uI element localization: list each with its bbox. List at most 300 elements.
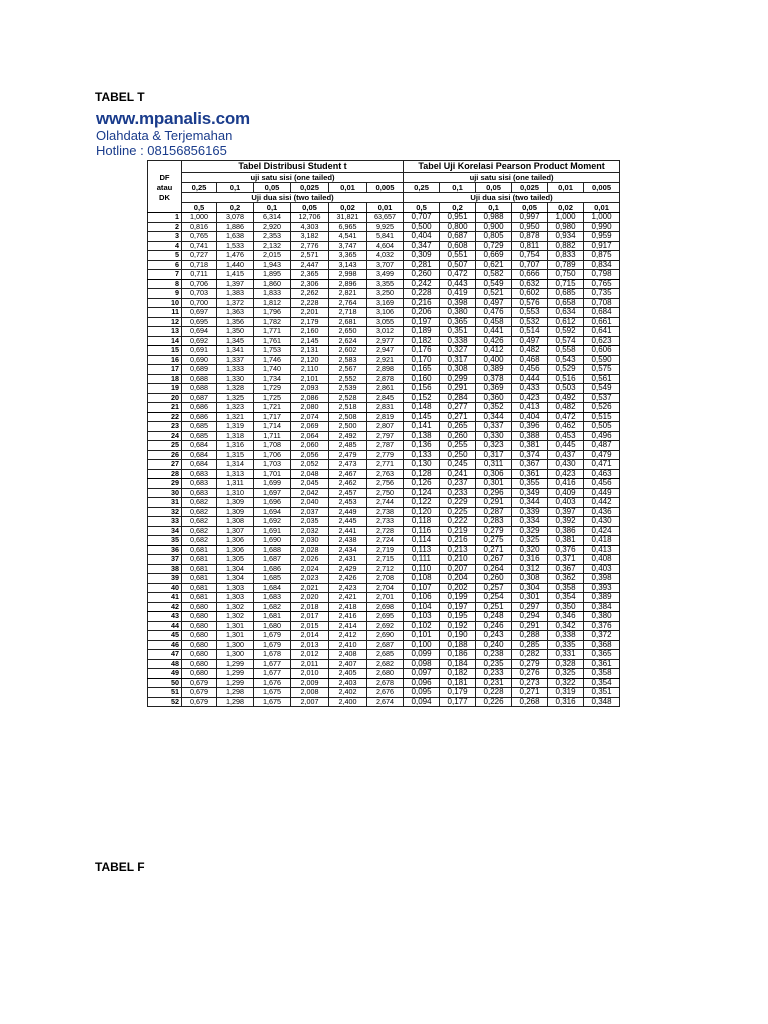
- r-value-cell: 0,116: [404, 526, 440, 536]
- df-cell: 5: [148, 251, 182, 261]
- t-value-cell: 2,365: [291, 270, 329, 280]
- r-value-cell: 0,277: [440, 403, 476, 413]
- r-value-cell: 0,443: [440, 279, 476, 289]
- t-value-cell: 0,683: [182, 488, 217, 498]
- t-value-cell: 1,372: [217, 298, 254, 308]
- r-value-cell: 0,339: [512, 507, 548, 517]
- t-value-cell: 2,701: [367, 593, 404, 603]
- r-value-cell: 0,301: [476, 479, 512, 489]
- table-row: [148, 479, 620, 489]
- t-value-cell: 2,262: [291, 289, 329, 299]
- r-value-cell: 0,245: [440, 460, 476, 470]
- df-cell: 29: [148, 479, 182, 489]
- df-cell: 27: [148, 460, 182, 470]
- t-value-cell: 1,860: [254, 279, 291, 289]
- t-value-cell: 2,145: [291, 336, 329, 346]
- t-value-cell: 0,688: [182, 384, 217, 394]
- t-value-cell: 2,052: [291, 460, 329, 470]
- r-value-cell: 0,959: [584, 232, 620, 242]
- df-cell: 21: [148, 403, 182, 413]
- r-value-cell: 0,479: [584, 450, 620, 460]
- t-value-cell: 2,421: [329, 593, 367, 603]
- t-value-cell: 2,074: [291, 412, 329, 422]
- r-value-cell: 0,291: [476, 498, 512, 508]
- table-row: [148, 659, 620, 669]
- table-row: [148, 536, 620, 546]
- r-value-cell: 0,216: [404, 298, 440, 308]
- t-value-cell: 1,701: [254, 469, 291, 479]
- r-value-cell: 0,576: [512, 298, 548, 308]
- t-value-cell: 2,201: [291, 308, 329, 318]
- r-value-cell: 0,145: [404, 412, 440, 422]
- r-value-cell: 0,309: [404, 251, 440, 261]
- t-value-cell: 3,078: [217, 213, 254, 223]
- t-value-cell: 2,878: [367, 374, 404, 384]
- t-value-cell: 2,447: [291, 260, 329, 270]
- t-value-cell: 3,365: [329, 251, 367, 261]
- r-value-cell: 0,330: [476, 431, 512, 441]
- df-cell: 36: [148, 545, 182, 555]
- r-value-cell: 0,507: [440, 260, 476, 270]
- t-value-cell: 2,042: [291, 488, 329, 498]
- t-value-cell: 2,453: [329, 498, 367, 508]
- one-tailed-level: 0,005: [584, 183, 620, 193]
- table-row: [148, 469, 620, 479]
- t-value-cell: 2,508: [329, 412, 367, 422]
- t-value-cell: 2,445: [329, 517, 367, 527]
- r-value-cell: 0,378: [476, 374, 512, 384]
- t-value-cell: 0,683: [182, 469, 217, 479]
- r-value-cell: 0,337: [476, 422, 512, 432]
- t-value-cell: 1,677: [254, 659, 291, 669]
- t-value-cell: 2,776: [291, 241, 329, 251]
- t-value-cell: 2,719: [367, 545, 404, 555]
- r-value-cell: 0,476: [476, 308, 512, 318]
- t-value-cell: 0,682: [182, 517, 217, 527]
- table-row: [148, 688, 620, 698]
- t-value-cell: 2,060: [291, 441, 329, 451]
- r-value-cell: 0,409: [548, 488, 584, 498]
- t-value-cell: 2,708: [367, 574, 404, 584]
- t-value-cell: 1,325: [217, 393, 254, 403]
- r-value-cell: 0,156: [404, 384, 440, 394]
- r-value-cell: 0,735: [584, 289, 620, 299]
- r-value-cell: 0,279: [512, 659, 548, 669]
- r-value-cell: 0,285: [512, 640, 548, 650]
- r-value-cell: 0,389: [584, 593, 620, 603]
- r-value-cell: 0,376: [584, 621, 620, 631]
- r-value-cell: 0,685: [548, 289, 584, 299]
- r-value-cell: 0,329: [512, 526, 548, 536]
- t-value-cell: 1,311: [217, 479, 254, 489]
- table-row: [148, 222, 620, 232]
- df-cell: 40: [148, 583, 182, 593]
- r-value-cell: 0,291: [440, 384, 476, 394]
- r-value-cell: 0,282: [512, 650, 548, 660]
- t-value-cell: 2,698: [367, 602, 404, 612]
- t-value-cell: 1,690: [254, 536, 291, 546]
- t-value-cell: 1,714: [254, 422, 291, 432]
- t-value-cell: 3,707: [367, 260, 404, 270]
- r-value-cell: 0,472: [548, 412, 584, 422]
- r-value-cell: 0,246: [476, 621, 512, 631]
- r-value-cell: 0,413: [512, 403, 548, 413]
- t-value-cell: 0,703: [182, 289, 217, 299]
- t-value-cell: 1,315: [217, 450, 254, 460]
- r-value-cell: 0,574: [548, 336, 584, 346]
- r-value-cell: 0,592: [548, 327, 584, 337]
- r-value-cell: 0,106: [404, 593, 440, 603]
- df-cell: 8: [148, 279, 182, 289]
- one-tailed-level: 0,1: [217, 183, 254, 193]
- r-value-cell: 0,380: [584, 612, 620, 622]
- t-value-cell: 2,724: [367, 536, 404, 546]
- r-value-cell: 0,170: [404, 355, 440, 365]
- t-value-cell: 1,833: [254, 289, 291, 299]
- t-value-cell: 0,690: [182, 355, 217, 365]
- r-value-cell: 0,441: [476, 327, 512, 337]
- r-value-cell: 0,323: [476, 441, 512, 451]
- r-value-cell: 0,707: [512, 260, 548, 270]
- r-value-cell: 0,317: [476, 450, 512, 460]
- t-value-cell: 0,680: [182, 640, 217, 650]
- t-value-cell: 0,689: [182, 365, 217, 375]
- table-row: [148, 213, 620, 223]
- table-row: [148, 279, 620, 289]
- table-row: [148, 365, 620, 375]
- t-value-cell: 1,679: [254, 631, 291, 641]
- r-value-cell: 0,641: [584, 327, 620, 337]
- t-value-cell: 2,467: [329, 469, 367, 479]
- t-value-cell: 1,300: [217, 640, 254, 650]
- table-row: [148, 346, 620, 356]
- t-value-cell: 1,415: [217, 270, 254, 280]
- df-label-atau: atau: [148, 183, 182, 193]
- t-value-cell: 1,691: [254, 526, 291, 536]
- r-value-cell: 0,496: [584, 431, 620, 441]
- table-row: [148, 507, 620, 517]
- df-cell: 48: [148, 659, 182, 669]
- r-value-cell: 0,233: [476, 669, 512, 679]
- t-value-cell: 1,383: [217, 289, 254, 299]
- r-value-cell: 0,360: [476, 393, 512, 403]
- t-value-cell: 1,299: [217, 669, 254, 679]
- t-value-cell: 1,740: [254, 365, 291, 375]
- two-tailed-level: 0,2: [440, 203, 476, 213]
- r-value-cell: 0,371: [548, 555, 584, 565]
- df-label-dk: DK: [148, 193, 182, 203]
- r-value-cell: 0,543: [548, 355, 584, 365]
- t-value-cell: 1,684: [254, 583, 291, 593]
- t-value-cell: 1,316: [217, 441, 254, 451]
- r-value-cell: 0,361: [584, 659, 620, 669]
- r-value-cell: 0,122: [404, 498, 440, 508]
- t-value-cell: 2,771: [367, 460, 404, 470]
- t-value-cell: 5,841: [367, 232, 404, 242]
- brand-logo: [96, 109, 296, 158]
- t-value-cell: 1,782: [254, 317, 291, 327]
- table-row: [148, 270, 620, 280]
- r-value-cell: 0,271: [440, 412, 476, 422]
- r-value-cell: 0,241: [440, 469, 476, 479]
- right-table-title: Tabel Uji Korelasi Pearson Product Moment: [404, 161, 620, 173]
- table-row: [148, 583, 620, 593]
- t-value-cell: 2,674: [367, 697, 404, 707]
- table-row: [148, 412, 620, 422]
- df-cell: 23: [148, 422, 182, 432]
- table-row: [148, 574, 620, 584]
- df-cell: 13: [148, 327, 182, 337]
- t-value-cell: 1,303: [217, 583, 254, 593]
- t-value-cell: 0,679: [182, 688, 217, 698]
- t-value-cell: 2,048: [291, 469, 329, 479]
- r-value-cell: 0,449: [584, 488, 620, 498]
- r-value-cell: 0,136: [404, 441, 440, 451]
- r-value-cell: 0,120: [404, 507, 440, 517]
- one-tailed-level: 0,025: [291, 183, 329, 193]
- t-value-cell: 2,712: [367, 564, 404, 574]
- r-value-cell: 0,338: [548, 631, 584, 641]
- t-value-cell: 2,977: [367, 336, 404, 346]
- t-value-cell: 2,807: [367, 422, 404, 432]
- r-value-cell: 0,551: [440, 251, 476, 261]
- r-value-cell: 0,141: [404, 422, 440, 432]
- r-value-cell: 0,182: [440, 669, 476, 679]
- df-cell: 39: [148, 574, 182, 584]
- r-value-cell: 0,296: [476, 488, 512, 498]
- r-value-cell: 0,325: [512, 536, 548, 546]
- r-value-cell: 0,492: [548, 393, 584, 403]
- t-value-cell: 2,571: [291, 251, 329, 261]
- r-value-cell: 0,213: [440, 545, 476, 555]
- r-value-cell: 0,514: [512, 327, 548, 337]
- t-value-cell: 1,306: [217, 536, 254, 546]
- t-value-cell: 1,682: [254, 602, 291, 612]
- r-value-cell: 0,351: [440, 327, 476, 337]
- r-value-cell: 0,316: [512, 555, 548, 565]
- df-cell: 34: [148, 526, 182, 536]
- heading-tabel-t: TABEL T: [95, 90, 145, 104]
- t-value-cell: 3,747: [329, 241, 367, 251]
- t-value-cell: 2,485: [329, 441, 367, 451]
- r-value-cell: 0,445: [548, 441, 584, 451]
- t-value-cell: 2,012: [291, 650, 329, 660]
- df-cell: 50: [148, 678, 182, 688]
- r-value-cell: 0,503: [548, 384, 584, 394]
- r-value-cell: 0,319: [548, 688, 584, 698]
- t-value-cell: 2,405: [329, 669, 367, 679]
- r-value-cell: 0,875: [584, 251, 620, 261]
- t-value-cell: 0,685: [182, 431, 217, 441]
- df-cell: 2: [148, 222, 182, 232]
- t-value-cell: 2,896: [329, 279, 367, 289]
- t-value-cell: 0,679: [182, 678, 217, 688]
- t-value-cell: 1,676: [254, 678, 291, 688]
- r-value-cell: 0,532: [512, 317, 548, 327]
- df-cell: 25: [148, 441, 182, 451]
- heading-tabel-f: TABEL F: [95, 860, 145, 874]
- r-value-cell: 0,558: [548, 346, 584, 356]
- r-value-cell: 0,468: [512, 355, 548, 365]
- t-value-cell: 63,657: [367, 213, 404, 223]
- t-value-cell: 0,682: [182, 507, 217, 517]
- brand-hotline: Hotline : 08156856165: [96, 143, 227, 158]
- t-value-cell: 0,681: [182, 564, 217, 574]
- t-value-cell: 1,307: [217, 526, 254, 536]
- table-row: [148, 602, 620, 612]
- r-value-cell: 0,206: [404, 308, 440, 318]
- r-value-cell: 0,590: [584, 355, 620, 365]
- two-tailed-level: 0,2: [217, 203, 254, 213]
- r-value-cell: 0,255: [440, 441, 476, 451]
- t-value-cell: 2,479: [329, 450, 367, 460]
- r-value-cell: 0,148: [404, 403, 440, 413]
- r-value-cell: 0,248: [476, 612, 512, 622]
- t-value-cell: 2,718: [329, 308, 367, 318]
- t-value-cell: 0,680: [182, 650, 217, 660]
- r-value-cell: 0,715: [548, 279, 584, 289]
- t-value-cell: 2,764: [329, 298, 367, 308]
- t-value-cell: 2,947: [367, 346, 404, 356]
- r-value-cell: 0,380: [440, 308, 476, 318]
- df-cell: 1: [148, 213, 182, 223]
- t-value-cell: 2,438: [329, 536, 367, 546]
- t-value-cell: 1,687: [254, 555, 291, 565]
- r-value-cell: 0,951: [440, 213, 476, 223]
- r-value-cell: 0,228: [476, 688, 512, 698]
- r-value-cell: 0,833: [548, 251, 584, 261]
- one-tailed-level: 0,01: [548, 183, 584, 193]
- df-cell: 10: [148, 298, 182, 308]
- t-value-cell: 2,787: [367, 441, 404, 451]
- r-value-cell: 0,369: [476, 384, 512, 394]
- df-cell: 15: [148, 346, 182, 356]
- t-value-cell: 0,691: [182, 346, 217, 356]
- r-value-cell: 0,335: [548, 640, 584, 650]
- t-value-cell: 2,064: [291, 431, 329, 441]
- r-value-cell: 0,281: [404, 260, 440, 270]
- r-value-cell: 0,096: [404, 678, 440, 688]
- two-tailed-level: 0,1: [254, 203, 291, 213]
- r-value-cell: 0,251: [476, 602, 512, 612]
- r-value-cell: 0,882: [548, 241, 584, 251]
- t-value-cell: 4,541: [329, 232, 367, 242]
- r-value-cell: 0,423: [548, 469, 584, 479]
- df-cell: 31: [148, 498, 182, 508]
- t-value-cell: 2,690: [367, 631, 404, 641]
- left-one-tailed-label: uji satu sisi (one tailed): [182, 173, 404, 183]
- t-value-cell: 31,821: [329, 213, 367, 223]
- brand-url: www.mpanalis.com: [96, 109, 250, 128]
- one-tailed-level: 0,005: [367, 183, 404, 193]
- r-value-cell: 0,462: [548, 422, 584, 432]
- table-row: [148, 450, 620, 460]
- t-value-cell: 4,604: [367, 241, 404, 251]
- t-value-cell: 2,500: [329, 422, 367, 432]
- r-value-cell: 0,658: [548, 298, 584, 308]
- t-value-cell: 2,132: [254, 241, 291, 251]
- r-value-cell: 0,549: [476, 279, 512, 289]
- t-value-cell: 0,680: [182, 669, 217, 679]
- t-value-cell: 9,925: [367, 222, 404, 232]
- r-value-cell: 0,980: [548, 222, 584, 232]
- t-value-cell: 1,679: [254, 640, 291, 650]
- r-value-cell: 0,934: [548, 232, 584, 242]
- r-value-cell: 0,398: [440, 298, 476, 308]
- df-cell: 18: [148, 374, 182, 384]
- r-value-cell: 0,113: [404, 545, 440, 555]
- t-value-cell: 2,160: [291, 327, 329, 337]
- r-value-cell: 0,097: [404, 669, 440, 679]
- r-value-cell: 0,188: [440, 640, 476, 650]
- r-value-cell: 0,765: [584, 279, 620, 289]
- t-value-cell: 1,000: [182, 213, 217, 223]
- t-value-cell: 1,345: [217, 336, 254, 346]
- r-value-cell: 0,197: [404, 317, 440, 327]
- df-header-blank: [148, 203, 182, 213]
- r-value-cell: 0,304: [512, 583, 548, 593]
- r-value-cell: 0,334: [512, 517, 548, 527]
- r-value-cell: 0,634: [548, 308, 584, 318]
- r-value-cell: 0,789: [548, 260, 584, 270]
- r-value-cell: 0,103: [404, 612, 440, 622]
- t-value-cell: 2,030: [291, 536, 329, 546]
- r-value-cell: 0,561: [584, 374, 620, 384]
- r-value-cell: 0,104: [404, 602, 440, 612]
- r-value-cell: 0,424: [584, 526, 620, 536]
- t-value-cell: 1,886: [217, 222, 254, 232]
- r-value-cell: 0,291: [512, 621, 548, 631]
- t-value-cell: 2,035: [291, 517, 329, 527]
- t-value-cell: 2,110: [291, 365, 329, 375]
- r-value-cell: 0,222: [440, 517, 476, 527]
- t-value-cell: 2,408: [329, 650, 367, 660]
- r-value-cell: 0,279: [476, 526, 512, 536]
- t-value-cell: 2,687: [367, 640, 404, 650]
- r-value-cell: 0,608: [440, 241, 476, 251]
- t-value-cell: 2,473: [329, 460, 367, 470]
- df-cell: 11: [148, 308, 182, 318]
- r-value-cell: 0,988: [476, 213, 512, 223]
- t-value-cell: 0,711: [182, 270, 217, 280]
- table-row: [148, 251, 620, 261]
- table-row: [148, 431, 620, 441]
- t-value-cell: 0,683: [182, 479, 217, 489]
- t-value-cell: 2,023: [291, 574, 329, 584]
- r-value-cell: 0,661: [584, 317, 620, 327]
- t-value-cell: 2,738: [367, 507, 404, 517]
- t-value-cell: 12,706: [291, 213, 329, 223]
- r-value-cell: 0,354: [548, 593, 584, 603]
- t-value-cell: 0,682: [182, 536, 217, 546]
- t-value-cell: 2,518: [329, 403, 367, 413]
- t-value-cell: 2,750: [367, 488, 404, 498]
- r-value-cell: 0,354: [584, 678, 620, 688]
- r-value-cell: 0,990: [584, 222, 620, 232]
- r-value-cell: 0,505: [584, 422, 620, 432]
- r-value-cell: 0,529: [548, 365, 584, 375]
- table-row: [148, 678, 620, 688]
- t-value-cell: 2,179: [291, 317, 329, 327]
- df-cell: 45: [148, 631, 182, 641]
- r-value-cell: 0,798: [584, 270, 620, 280]
- t-value-cell: 2,998: [329, 270, 367, 280]
- t-value-cell: 1,319: [217, 422, 254, 432]
- t-value-cell: 2,007: [291, 697, 329, 707]
- r-value-cell: 0,381: [548, 536, 584, 546]
- r-value-cell: 0,430: [548, 460, 584, 470]
- t-value-cell: 0,684: [182, 450, 217, 460]
